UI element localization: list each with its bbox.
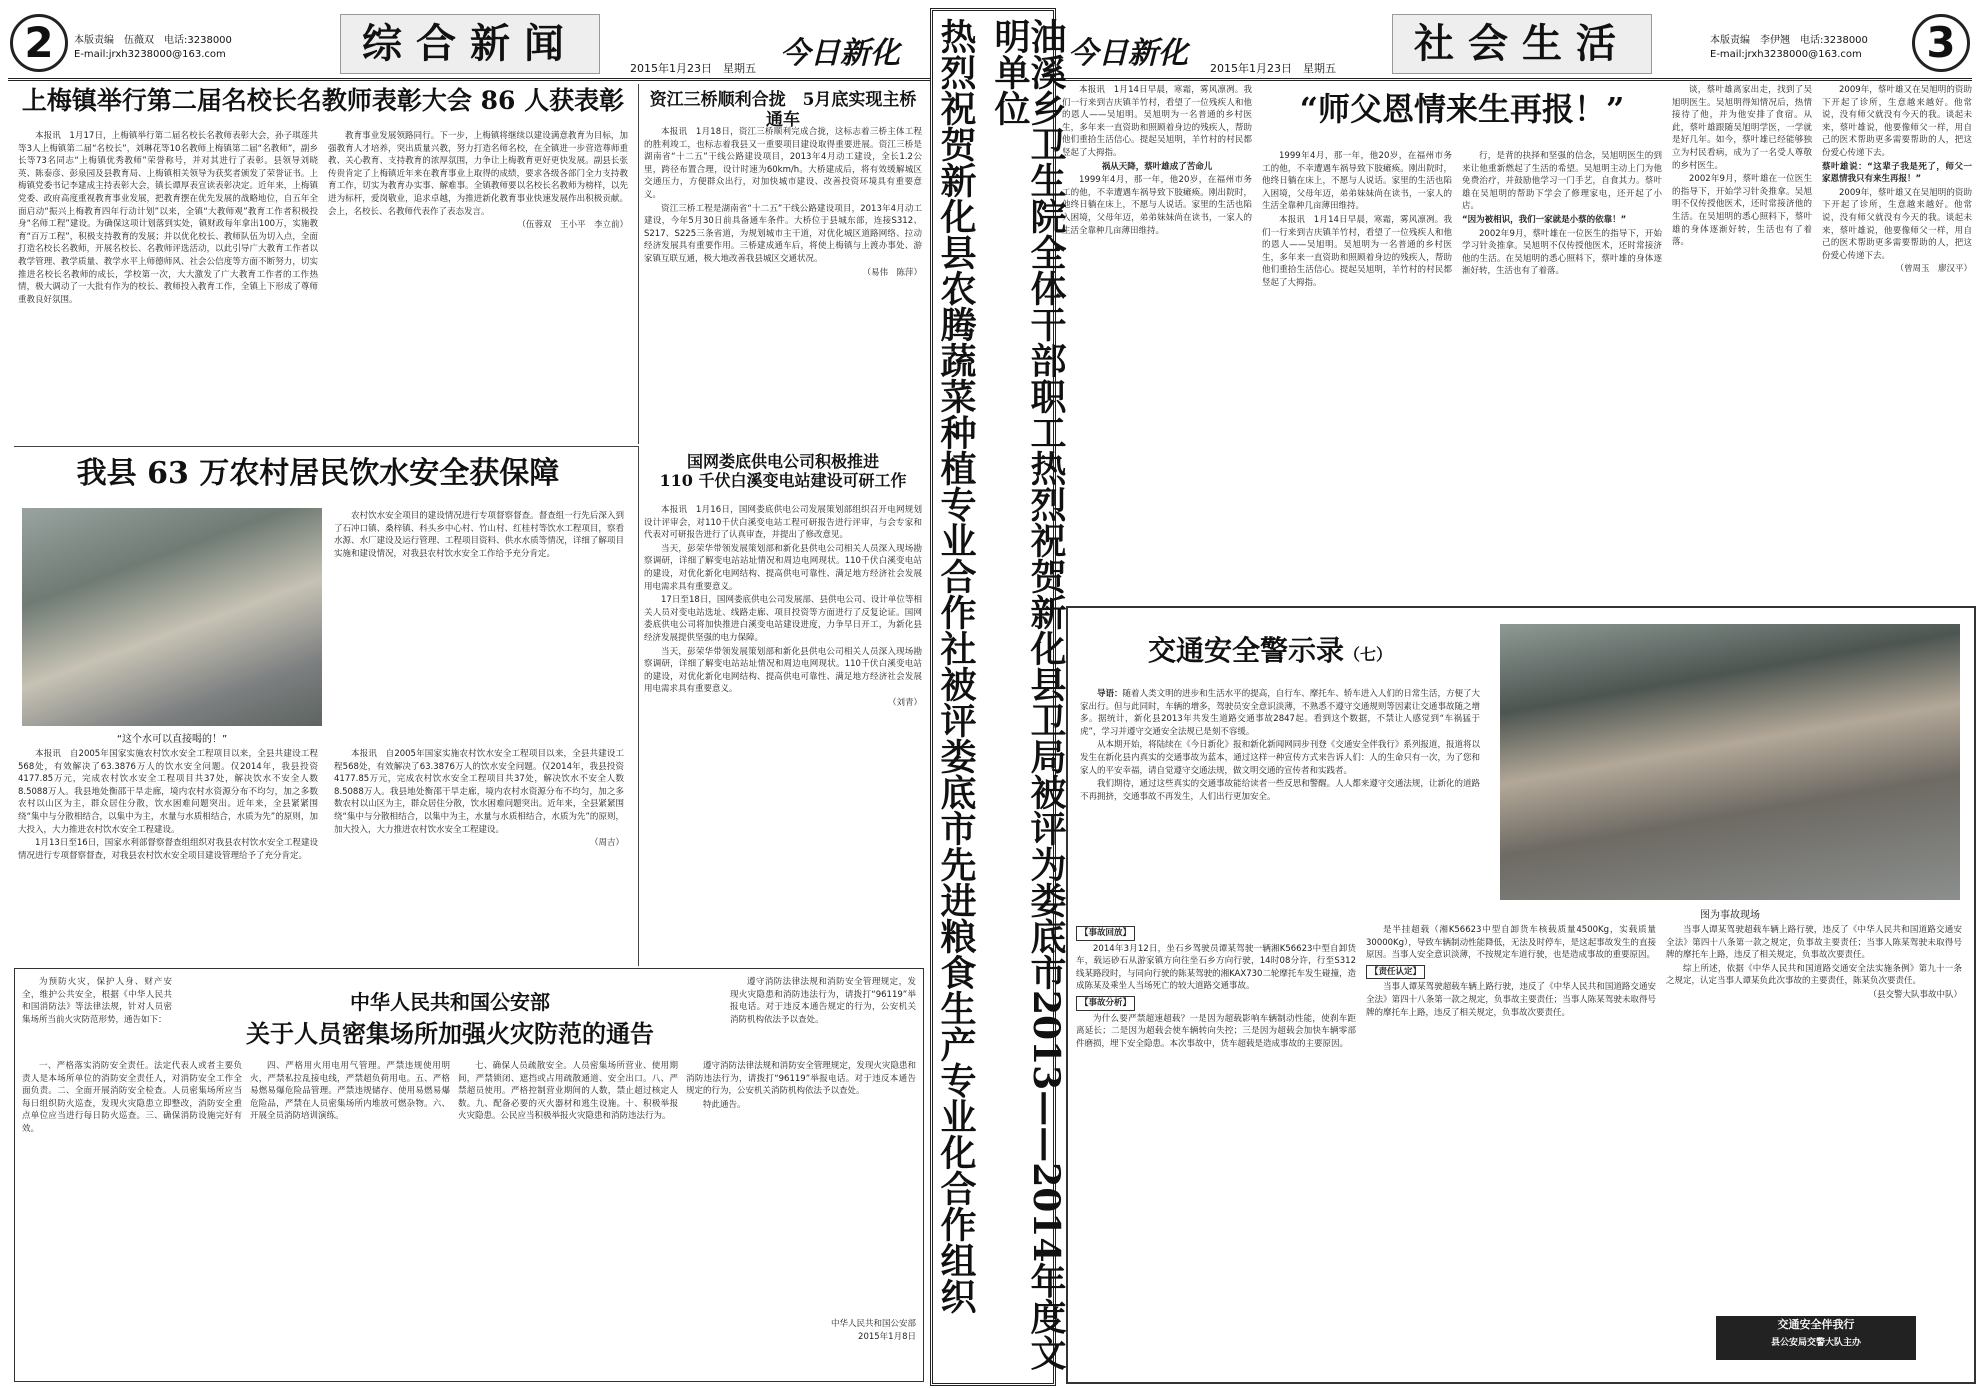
right-page-number: 3	[1912, 14, 1970, 72]
notice-body-5: 遵守消防法律法规和消防安全管理规定，发现火灾隐患和消防违法行为，请拨打“96119”举报电话。对于违反本通告规定的行为，公安机关消防机构依法予以查处。 特此通告。	[686, 1061, 916, 1110]
photo-caption-water: “这个水可以直接喝的！”	[116, 734, 228, 745]
center-banner-col1: 油溪乡卫生院全体干部职工热烈祝贺新化县卫局被评为娄底市2013——2014年度文明单位	[989, 18, 1067, 1371]
traffic-col1: 【事故回放】 2014年3月12日，坐石乡驾驶员谭某驾驶一辆湘K56623中型自卸货车，载运砂石从游家镇方向往坐石乡方向行驶，14时08分许，行至S312线某路段时，与同向行驶的陈某驾驶的湘KAX730二轮摩托车发生碰撞，造成陈某及乘坐人当场死亡的较大道路交通事故。 【事故分析】 为什么要严禁超速超载？一是因为超载影响车辆制动性能，使刹车距离延长；二是因为超载会使车辆转向失控；三是因为超载会加快车辆零部件磨损，埋下安全隐患。本次事故中，货车超载是造成事故的主要原因。	[1076, 928, 1356, 1049]
left-date: 2015年1月23日 星期五	[630, 62, 756, 75]
column-divider	[638, 84, 639, 444]
article-zijiang-bridge: 本报讯 1月18日，资江三桥顺利完成合拢，这标志着三桥主体工程的胜利竣工，也标志着我县又一重要项目建设取得重要进展。资江三桥是湖南省“十二五”干线公路建设项目，2013年4月动工建设，全长1.2公里，跨径布置合理，设计时速为60km/h。大桥建成后，将有效缓解城区交通压力，方便群众出行，对加快城市建设、改善投资环境具有重要意义。 资江三桥工程是湖南省“十二五”干线公路建设项目，2013年4月动工建设，今年5月30日前具备通车条件。大桥位于县城东部，连接S312、S217、S225三条省道，为规划城市主干道，对优化城区道路网络、拉动经济发展具有重要作用。三桥建成通车后，将使上梅镇与上渡办事处、游家镇互联互通，极大地改善我县城区交通状况。 （易伟 陈萍）	[644, 127, 922, 278]
left-section-title: 综合新闻	[340, 14, 600, 74]
left-editor-line: 本版责编 伍薇双 电话:3238000 E-mail:jrxh3238000@163.com	[74, 35, 232, 60]
article-mentor-col5: 2009年，蔡叶雄又在吴旭明的资助下开起了诊所，生意越来越好。他常说，没有师父就没有今天的我。谈起未来，蔡叶雄说，他要像师父一样，用自己的医术帮助更多需要帮助的人，把这份爱心传递下去。 蔡叶雄说：“这辈子我是死了，师父一家恩情我只有来生再报！” 2009年，蔡叶雄又在吴旭明的资助下开起了诊所，生意越来越好。他常说，没有师父就没有今天的我。谈起未来，蔡叶雄说，他要像师父一样，用自己的医术帮助更多需要帮助的人，把这份爱心传递下去。 （曾周玉 廖汉平）	[1822, 85, 1972, 275]
photo-caption-accident: 图为事故现场	[1700, 910, 1760, 921]
headline-power-grid: 国网娄底供电公司积极推进 110 千伏白溪变电站建设可研工作	[659, 452, 907, 491]
traffic-col3: 当事人谭某驾驶超载车辆上路行驶，违反了《中华人民共和国道路交通安全法》第四十八条第一款之规定，负事故主要责任；当事人陈某驾驶未取得号牌的摩托车上路，违反了相关规定，负事故次要责任。 综上所述，依据《中华人民共和国道路交通安全法实施条例》第九十一条之规定，认定当事人谭某负此次事故的主要责任，陈某负次要责任。 （县交警大队事故中队）	[1666, 925, 1962, 1000]
notice-body-3: 七、确保人员疏散安全。人员密集场所营业、使用期间，严禁锁闭、遮挡或占用疏散通道、安全出口。八、严禁超员使用。严格控制营业期间的人数，禁止超过核定人数。九、配备必要的灭火器材和逃生设施。十、积极举报火灾隐患。公民应当积极举报火灾隐患和消防违法行为。	[458, 1061, 678, 1122]
traffic-intro: 导语：随着人类文明的进步和生活水平的提高，自行车、摩托车、轿车进入人们的日常生活，方便了大家出行。但与此同时，车辆的增多，驾驶员安全意识淡薄，不熟悉不遵守交通规则等因素让交通事故随之增多。据统计，新化县2013年共发生道路交通事故2847起。看到这个数据，不禁让人感觉到“车祸猛于虎”，学习并遵守交通安全法规已是刻不容缓。 从本期开始，将陆续在《今日新化》报和新化新闻网同步刊登《交通安全伴我行》系列报道，报道将以发生在新化县内真实的交通事故为蓝本，通过这样一种宣传方式来告诉人们：人的生命只有一次，为了您和家人的平安幸福，请自觉遵守交通法规，做文明交通的宣传者和实践者。 我们期待，通过这些真实的交通事故能给读者一些反思和警醒。人人都来遵守交通法规，让新化的道路不再拥挤，交通事故不再发生，人们出行更加安全。	[1080, 689, 1480, 802]
photo-accident-scene	[1500, 624, 1960, 900]
article-mentor-col3: 行，是背的抉择和坚强的信念，吴旭明医生的到来让他重新燃起了生活的希望。吴旭明主动上门为他免费治疗，并鼓励他学习一门手艺，自食其力。蔡叶雄在吴旭明的帮助下学会了修理家电，还开起了小店。 “因为被相识，我们一家就是小蔡的依靠！” 2002年9月，蔡叶雄在一位医生的指导下，开始学习针灸推拿。吴旭明不仅传授他医术，还时常接济他的生活。在吴旭明的悉心照料下，蔡叶雄的身体逐渐好转，生活也有了着落。	[1462, 151, 1662, 277]
headline-mentor: “师父恩情来生再报！”	[1299, 90, 1625, 128]
notice-body-2: 四、严格用火用电用气管理。严禁违规使用明火，严禁私拉乱接电线，严禁超负荷用电。五、严格易燃易爆危险品管理。严禁违规储存、使用易燃易爆危险品，严禁在人员密集场所内堆放可燃杂物。六、开展全员消防培训演练。	[250, 1061, 450, 1122]
right-editor-line: 本版责编 李伊翘 电话:3238000 E-mail:jrxh3238000@163.com	[1710, 35, 1868, 60]
photo-water-tap	[22, 508, 322, 726]
notice-title-issuer: 中华人民共和国公安部	[350, 990, 550, 1014]
notice-body-1: 一、严格落实消防安全责任。法定代表人或者主要负责人是本场所单位的消防安全责任人，对消防安全工作全面负责。二、全面开展消防安全检查。人员密集场所应当每日组织防火巡查，发现火灾隐患立即整改，消防安全重点单位应当进行每日防火巡查。三、确保消防设施完好有效。	[22, 1061, 242, 1134]
notice-body-4: 遵守消防法律法规和消防安全管理规定，发现火灾隐患和消防违法行为，请拨打“96119”举报电话。对于违反本通告规定的行为，公安机关消防机构依法予以查处。	[730, 977, 916, 1025]
headline-drinking-water: 我县 63 万农村居民饮水安全获保障	[76, 456, 560, 491]
center-banner-col2: 热烈祝贺新化县农腾蔬菜种植专业合作社被评娄底市先进粮食生产专业化合作组织	[935, 18, 977, 1314]
article-mentor-col2: 1999年4月，那一年，他20岁，在福州市务工的他，不幸遭遇车祸导致下肢瘫痪。刚出院时，他终日躺在床上，不愿与人说话。家里的生活也陷入困境，父母年迈，弟弟妹妹尚在读书，一家人的生活全靠种几亩薄田维持。 本报讯 1月14日早晨，寒霜，雾风凛冽。我们一行来到吉庆镇羊竹村，看望了一位残疾人和他的恩人——吴旭明。吴旭明为一名普通的乡村医生，多年来一直资助和照顾着身边的残疾人，帮助他们重拾生活信心。提起吴旭明，羊竹村的村民都竖起了大拇指。	[1262, 151, 1452, 288]
headline-shangmei: 上梅镇举行第二届名校长名教师表彰大会 86 人获表彰	[21, 86, 625, 115]
notice-signature: 中华人民共和国公安部 2015年1月8日	[830, 1319, 916, 1342]
notice-intro: 为预防火灾，保护人身、财产安全，维护公共安全，根据《中华人民共和国消防法》等法律法规，针对人员密集场所当前火灾防范形势，通告如下：	[22, 977, 172, 1025]
article-water-col-a: 农村饮水安全项目的建设情况进行专项督察督查。督查组一行先后深入到了石冲口镇、桑梓镇、科头乡中心村、竹山村、红桂村等饮水工程项目，察看水源、水厂建设及运行管理、工程项目资料、供水水质等情况，详细了解项目实施和建设情况，对我县农村饮水安全工作给予充分肯定。	[334, 511, 624, 559]
article-water-col-b: 本报讯 自2005年国家实施农村饮水安全工程项目以来，全县共建设工程568处，有效解决了63.3876万人的饮水安全问题。仅2014年，我县投资4177.85万元，完成农村饮水安全工程项目共37处，解决饮水不安全人数8.5088万人。我县地处衡邵干旱走廊，境内农村水资源分布不均匀，加之多数农村以山区为主，群众居住分散，饮水困难问题突出。近年来，全县紧紧围绕“集中与分散相结合，以集中为主，水量与水质相结合，水质为先”的原则，加大投入，大力推进农村饮水安全工程建设。 1月13日至16日，国家水利部督察督查组组织对我县农村饮水安全工程建设情况进行专项督察督查，对我县农村饮水安全项目建设管理给予了充分肯定。	[18, 749, 318, 861]
article-power-grid: 本报讯 1月16日，国网娄底供电公司发展策划部组织召开电网规划设计评审会，对110千伏白溪变电站工程可研报告进行评审，与会专家和代表对可研报告进行了认真审查，并提出了修改意见。 当天，彭荣华带领发展策划部和新化县供电公司相关人员深入现场勘察调研，详细了解变电站站址情况和周边电网现状。110千伏白溪变电站的建设，对优化新化电网结构、提高供电可靠性、满足地方经济社会发展用电需求具有重要意义。 17日至18日，国网娄底供电公司发展部、县供电公司、设计单位等相关人员对变电站选址、线路走廊、项目投资等方面进行了反复论证。国网娄底供电公司将加快推进白溪变电站建设进度，力争早日开工，为新化县经济发展提供坚强的电力保障。 当天，彭荣华带领发展策划部和新化县供电公司相关人员深入现场勘察调研，详细了解变电站站址情况和周边电网现状。110千伏白溪变电站的建设，对优化新化电网结构、提高供电可靠性、满足地方经济社会发展用电需求具有重要意义。 （刘青）	[644, 505, 922, 708]
headline-zijiang-bridge: 资江三桥顺利合拢 5月底实现主桥通车	[649, 90, 917, 131]
headline-traffic: 交通安全警示录（七）	[1147, 634, 1393, 667]
row-divider	[14, 446, 638, 447]
right-brand-logo: 今日新化	[1068, 36, 1188, 71]
right-date: 2015年1月23日 星期五	[1210, 62, 1336, 75]
article-water-col-c: 本报讯 自2005年国家实施农村饮水安全工程项目以来，全县共建设工程568处，有效解决了63.3876万人的饮水安全问题。仅2014年，我县投资4177.85万元，完成农村饮水安全工程项目共37处，解决饮水不安全人数8.5088万人。我县地处衡邵干旱走廊，境内农村水资源分布不均匀，加之多数农村以山区为主，群众居住分散，饮水困难问题突出。近年来，全县紧紧围绕“集中与分散相结合，以集中为主，水量与水质相结合，水质为先”的原则，加大投入，大力推进农村饮水安全工程建设。 （周吉）	[334, 749, 624, 849]
article-shangmei-col2: 教育事业发展领路同行。下一步，上梅镇将继续以建设满意教育为目标，加强教育人才培养，突出质量兴教，努力打造名师名校，在全镇进一步营造尊师重教、关心教育、支持教育的浓厚氛围，力争让上梅教育更好更快发展。副县长张传贵肯定了上梅镇近年来在教育事业上取得的成绩，要求各级各部门全力支持教育工作，切实为教育办实事、解难事。全镇教师要以名校长名教师为榜样，以先进为标杆，爱岗敬业，追求卓越，为推进新化教育事业快速发展作出积极贡献。会上，名校长、名教师代表作了表态发言。 （伍蓉双 王小平 李立前）	[328, 131, 628, 231]
left-page-number: 2	[10, 14, 68, 72]
column-divider	[638, 446, 639, 966]
traffic-badge: 交通安全伴我行 县公安局交警大队主办	[1716, 1316, 1916, 1360]
left-brand-logo: 今日新化	[780, 36, 900, 71]
article-mentor-col1: 本报讯 1月14日早晨，寒霜，雾风凛冽。我们一行来到吉庆镇羊竹村，看望了一位残疾人和他的恩人——吴旭明。吴旭明为一名普通的乡村医生，多年来一直资助和照顾着身边的残疾人，帮助他们重拾生活信心。提起吴旭明，羊竹村的村民都竖起了大拇指。 祸从天降，蔡叶雄成了苦命儿 1999年4月，那一年，他20岁，在福州市务工的他，不幸遭遇车祸导致下肢瘫痪。刚出院时，他终日躺在床上，不愿与人说话。家里的生活也陷入困境，父母年迈，弟弟妹妹尚在读书，一家人的生活全靠种几亩薄田维持。	[1062, 85, 1252, 236]
article-shangmei-col1: 本报讯 1月17日，上梅镇举行第二届名校长名教师表彰大会，孙子琪莲共等3人上梅镇第二届“名校长”，刘琳花等10名教师上梅镇第二届“名教师”，副乡长等73名同志“上梅镇优秀教师”荣誉称号，并对其进行了表彰。县领导刘晓英、陈泰彦、彭泉园及县教育局、上梅镇相关领导为获奖者颁发了荣誉证书。上梅镇党委书记李建成主持表彰大会，镇长谭厚表宣读表彰决定。近年来，上梅镇党委、政府高度重视教育事业发展，把教育摆在优先发展的战略地位，自五年全面启动“振兴上梅教育四年行动计划”以来，全镇“大教师观”教育工作者积极投身“名师工程”建设。为确保这项计划落到实处，镇财政每年拿出100万，实施教育“百万工程”，积极支持教育的发展；并以优化校长、教师队伍为切入点，全面打造名校长名教师，开展名校长、名教师评选活动，以此引导广大教育工作者以教学管理、教学质量、教学水平上师德师风、社会公信度等方面不断努力，切实推进名校长名教师的成长，学校第一次，大大激发了广大教育工作者的工作热情，极大调动了一大批有作为的校长、教师投入教育工作，全镇上下形成了尊师重教良好氛围。	[18, 131, 318, 305]
right-section-title: 社会生活	[1392, 14, 1652, 74]
notice-title: 关于人员密集场所加强火灾防范的通告	[246, 1019, 654, 1048]
article-mentor-col4: 谈，蔡叶雄离家出走，找到了吴旭明医生。吴旭明得知情况后，热情接待了他，并为他安排了食宿。从此，蔡叶雄跟随吴旭明学医，一学就是好几年。如今，蔡叶雄已经能够独立为村民看病，成为了一名受人尊敬的乡村医生。 2002年9月，蔡叶雄在一位医生的指导下，开始学习针灸推拿。吴旭明不仅传授他医术，还时常接济他的生活。在吴旭明的悉心照料下，蔡叶雄的身体逐渐好转，生活也有了着落。	[1672, 85, 1812, 248]
traffic-col2: 是半挂超载（湘K56623中型自卸货车核载质量4500Kg，实载质量30000Kg），导致车辆制动性能降低，无法及时停车，是这起事故发生的直接原因。当事人安全意识淡薄，不按规定车道行驶，也是造成事故的重要原因。 【责任认定】 当事人谭某驾驶超载车辆上路行驶，违反了《中华人民共和国道路交通安全法》第四十八条第一款之规定，负事故主要责任；当事人陈某驾驶未取得号牌的摩托车上路，违反了相关规定，负事故次要责任。	[1366, 925, 1656, 1018]
